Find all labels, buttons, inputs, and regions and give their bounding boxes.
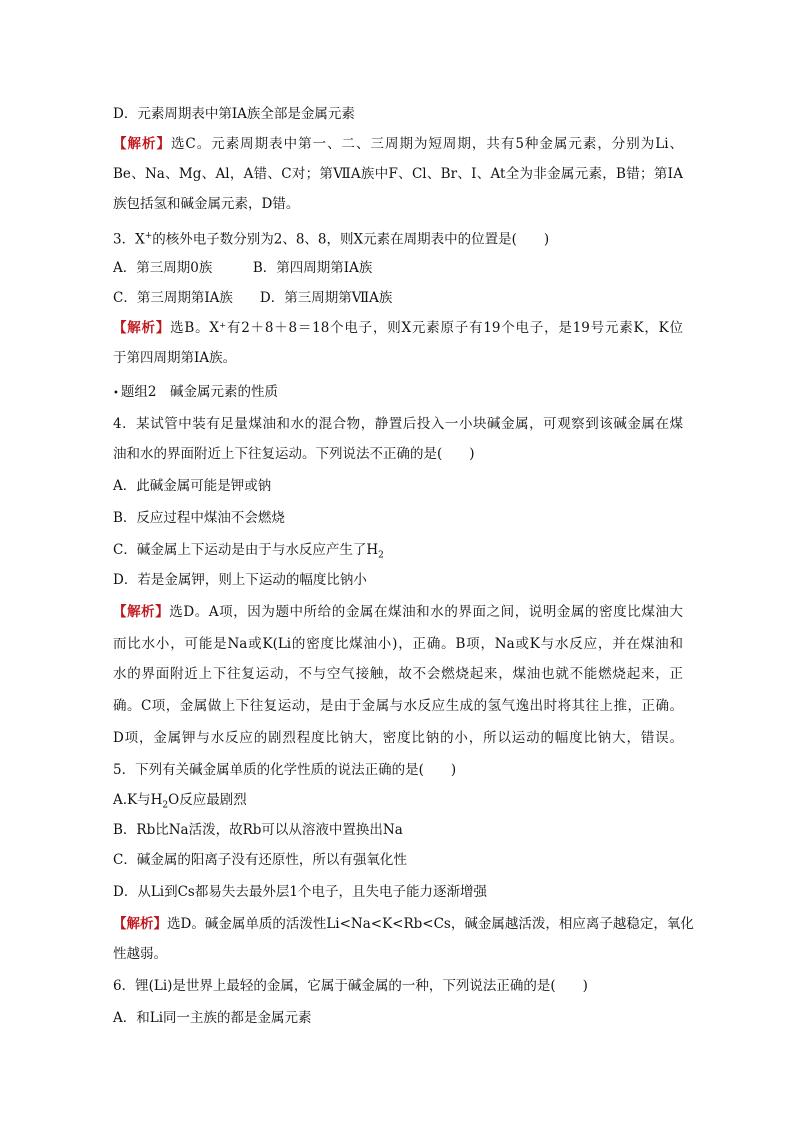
question-3-stem: 3．X+的核外电子数分别为2、8、8，则X元素在周期表中的位置是( ) — [113, 231, 550, 248]
analysis-line: 水的界面附近上下往复运动，不与空气接触，故不会燃烧起来，煤油也就不能燃烧起来，正 — [113, 666, 683, 682]
option-d-line: D．元素周期表中第ⅠA族全部是金属元素 — [113, 106, 355, 122]
question-3-options-cd: C．第三周期第ⅠA族 D．第三周期第ⅦA族 — [113, 290, 393, 306]
question-6-stem: 6．锂(Li)是世界上最轻的金属，它属于碱金属的一种，下列说法正确的是( ) — [113, 978, 588, 994]
analysis-line: 性越弱。 — [113, 946, 167, 962]
question-4-option: C．碱金属上下运动是由于与水反应产生了$H_2$ — [113, 542, 384, 561]
analysis-line: 【解析】选D。A项，因为题中所给的金属在煤油和水的界面之间，说明金属的密度比煤油大 — [113, 604, 683, 620]
question-6-option: A．和Li同一主族的都是金属元素 — [113, 1010, 312, 1026]
analysis-line: 【解析】选D。碱金属单质的活泼性Li<Na<K<Rb<Cs，碱金属越活泼，相应离子越稳定，氧化 — [113, 916, 694, 932]
analysis-line: 而比水小，可能是Na或K(Li的密度比煤油小)，正确。B项，Na或K与水反应，并在煤油和 — [113, 636, 683, 652]
analysis-tag: 【解析】 — [113, 916, 167, 932]
question-3-options-ab: A．第三周期0族 B．第四周期第ⅠA族 — [113, 260, 373, 276]
analysis-line: 确。C项，金属做上下往复运动，是由于金属与水反应生成的氢气逸出时将其往上推，正确。 — [113, 698, 683, 714]
question-4-option: B．反应过程中煤油不会燃烧 — [113, 510, 285, 526]
analysis-tag: 【解析】 — [113, 320, 171, 336]
analysis-tag: 【解析】 — [113, 136, 171, 152]
question-5-option: C．碱金属的阳离子没有还原性，所以有强氧化性 — [113, 852, 407, 868]
question-4-option: A．此碱金属可能是钾或钠 — [113, 478, 272, 494]
section-heading: • 题组2 碱金属元素的性质 — [113, 384, 278, 400]
question-5-option: B．Rb比Na活泼，故Rb可以从溶液中置换出Na — [113, 822, 403, 838]
question-5-option: D．从Li到Cs都易失去最外层1个电子，且失电子能力逐渐增强 — [113, 884, 487, 900]
bullet-icon: • — [113, 388, 119, 399]
analysis-line: 族包括氢和碱金属元素，D错。 — [113, 196, 300, 212]
analysis-tag: 【解析】 — [113, 604, 170, 620]
question-5-stem: 5．下列有关碱金属单质的化学性质的说法正确的是( ) — [113, 762, 457, 778]
analysis-line: D项，金属钾与水反应的剧烈程度比钠大，密度比钠的小，所以运动的幅度比钠大，错误。 — [113, 730, 683, 746]
question-5-option: A.K与$H_2O$反应最剧烈 — [113, 792, 247, 811]
question-4-option: D．若是金属钾，则上下运动的幅度比钠小 — [113, 572, 367, 588]
analysis-line: 【解析】选C。元素周期表中第一、二、三周期为短周期，共有5种金属元素，分别为Li、 — [113, 136, 684, 152]
analysis-line: 于第四周期第ⅠA族。 — [113, 350, 237, 366]
question-4-stem: 油和水的界面附近上下往复运动。下列说法不正确的是( ) — [113, 446, 475, 462]
analysis-line: 【解析】选B。X⁺有2＋8＋8＝18个电子，则X元素原子有19个电子，是19号元素K，K位 — [113, 320, 683, 336]
analysis-line: Be、Na、Mg、Al，A错、C对；第ⅦA族中F、Cl、Br、I、At全为非金属元素，B错；第ⅠA — [113, 166, 683, 182]
question-4-stem: 4．某试管中装有足量煤油和水的混合物，静置后投入一小块碱金属，可观察到该碱金属在煤 — [113, 416, 683, 432]
